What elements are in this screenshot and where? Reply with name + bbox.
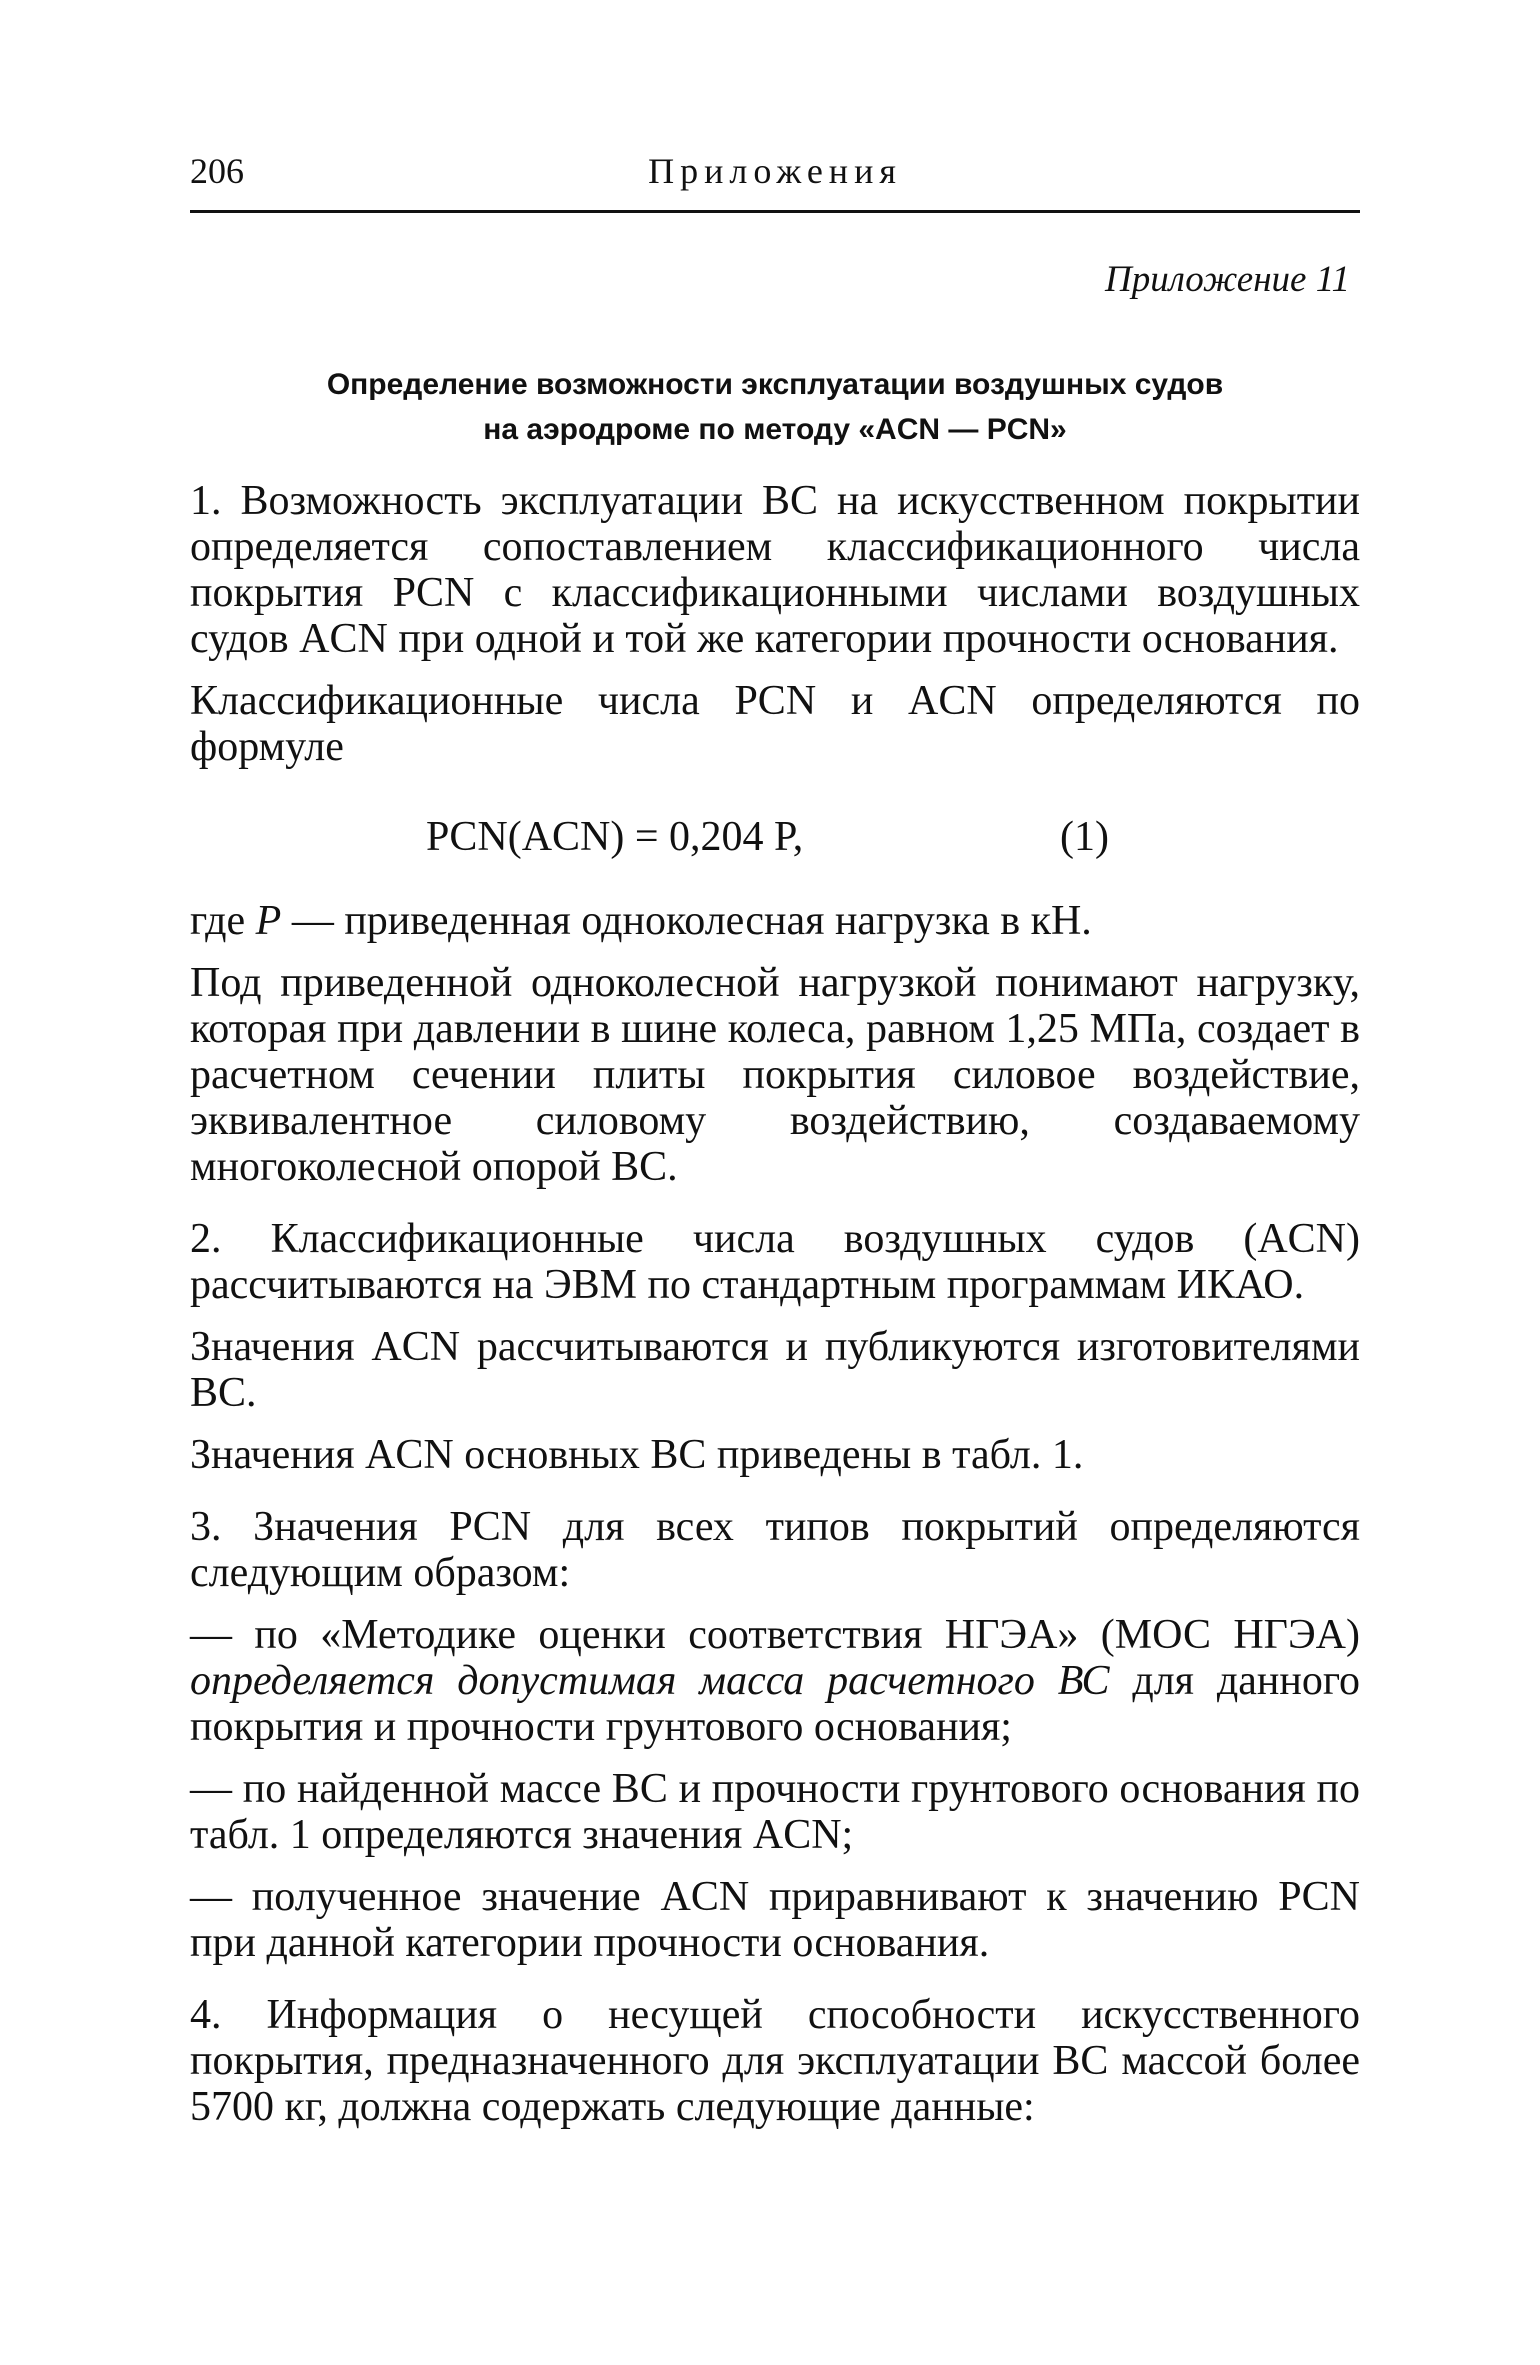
section-title <box>190 362 1360 452</box>
paragraph-5: 2. Классификационные числа воздушных судов (ACN) рассчитываются на ЭВМ по стандартным программам ИКАО. <box>190 1216 1360 1308</box>
title-line-1: Определение возможности эксплуатации воздушных судов <box>326 368 1224 401</box>
paragraph-3 <box>190 898 1360 944</box>
paragraph-9-italic: определяется допустимая масса расчетного ВС <box>190 1658 1110 1704</box>
running-title: Приложения <box>648 151 902 191</box>
paragraph-11: — полученное значение ACN приравнивают к значению PCN при данной категории прочности основания. <box>190 1874 1360 1966</box>
paragraph-7: Значения ACN основных ВС приведены в табл. 1. <box>190 1432 1084 1478</box>
paragraph-3-prefix: где <box>190 898 256 944</box>
title-line-2: на аэродроме по методу «ACN — PCN» <box>483 413 1067 446</box>
paragraph-8: 3. Значения PCN для всех типов покрытий определяются следующим образом: <box>190 1504 1360 1596</box>
running-header <box>190 150 1360 213</box>
paragraph-9 <box>190 1612 1360 1750</box>
paragraph-4: Под приведенной одноколесной нагрузкой понимают нагрузку, которая при давлении в шине колеса, равном 1,25 МПа, создает в расчетном сечении плиты покрытия силовое воздействие, эквивалентное силовому воздействию, создаваемому многоколесной опорой ВС. <box>190 960 1360 1190</box>
body-text <box>190 478 1360 2146</box>
paragraph-1: 1. Возможность эксплуатации ВС на искусственном покрытии определяется сопоставлением классификационного числа покрытия PCN с классификационными числами воздушных судов ACN при одной и той же категории прочности основания. <box>190 478 1360 662</box>
formula-expression: PCN(ACN) = 0,204 P, <box>426 814 804 860</box>
variable-p: P <box>255 898 282 944</box>
paragraph-9-end: для данного покрытия и прочности грунтового основания; <box>190 1658 1360 1750</box>
paragraph-6: Значения ACN рассчитываются и публикуются изготовителями ВС. <box>190 1324 1360 1416</box>
paragraph-12: 4. Информация о несущей способности искусственного покрытия, предназначенного для эксплуатации ВС массой более 5700 кг, должна содержать следующие данные: <box>190 1992 1360 2130</box>
paragraph-2: Классификационные числа PCN и ACN определяются по формуле <box>190 678 1360 770</box>
formula <box>190 786 1360 882</box>
paragraph-3-rest: — приведенная одноколесная нагрузка в кН. <box>281 898 1092 944</box>
appendix-label: Приложение 11 <box>1104 259 1350 300</box>
paragraph-10: — по найденной массе ВС и прочности грунтового основания по табл. 1 определяются значения ACN; <box>190 1766 1360 1858</box>
page-number: 206 <box>190 151 244 191</box>
formula-number: (1) <box>1060 814 1109 860</box>
paragraph-9-start: — по «Методике оценки соответствия НГЭА» (МОС НГЭА) <box>190 1612 1360 1658</box>
